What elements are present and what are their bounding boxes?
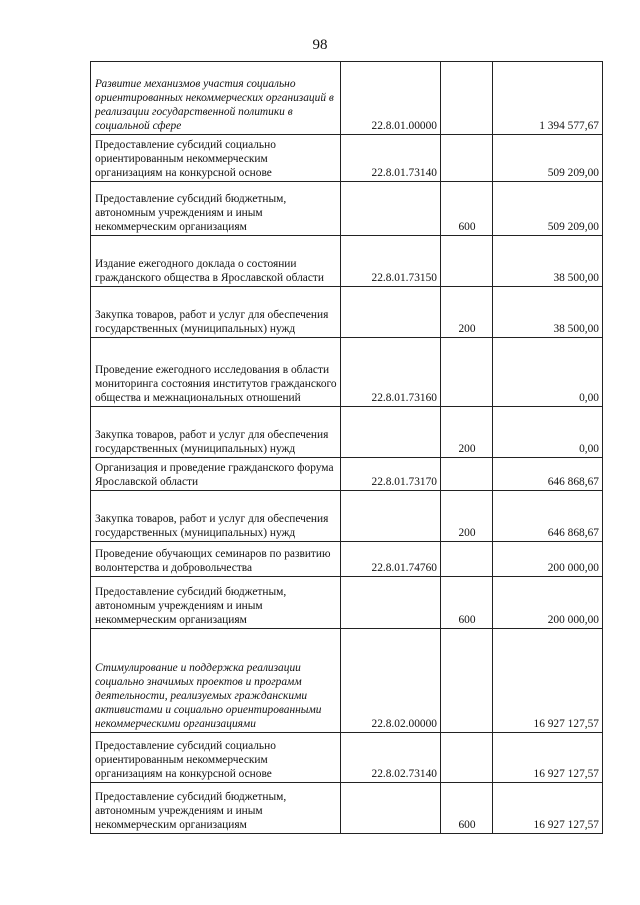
table-row xyxy=(91,62,603,135)
table-row xyxy=(91,733,603,783)
row-sum: 16 927 127,57 xyxy=(493,783,603,834)
row-name: Предоставление субсидий социально ориентированным некоммерческим организациям на конкурсной основе xyxy=(91,733,341,783)
row-expense-type xyxy=(441,629,493,733)
row-sum: 200 000,00 xyxy=(493,577,603,629)
row-code xyxy=(341,577,441,629)
row-code: 22.8.01.00000 xyxy=(341,62,441,135)
budget-table-body xyxy=(91,62,603,834)
table-row xyxy=(91,577,603,629)
row-expense-type xyxy=(441,338,493,407)
row-name: Закупка товаров, работ и услуг для обеспечения государственных (муниципальных) нужд xyxy=(91,491,341,542)
row-expense-type xyxy=(441,458,493,491)
table-row xyxy=(91,287,603,338)
row-sum: 38 500,00 xyxy=(493,236,603,287)
row-name: Развитие механизмов участия социально ориентированных некоммерческих организаций в реализации государственной политики в социальной сфере xyxy=(91,62,341,135)
row-code xyxy=(341,407,441,458)
row-name: Предоставление субсидий бюджетным, автономным учреждениям и иным некоммерческим организациям xyxy=(91,182,341,236)
row-sum: 646 868,67 xyxy=(493,458,603,491)
row-name: Стимулирование и поддержка реализации социально значимых проектов и программ деятельности, реализуемых гражданскими активистами и социально ориентированными некоммерческими организациями xyxy=(91,629,341,733)
row-sum: 0,00 xyxy=(493,338,603,407)
table-row xyxy=(91,491,603,542)
page-number: 98 xyxy=(312,37,328,53)
row-sum: 16 927 127,57 xyxy=(493,629,603,733)
row-code: 22.8.02.73140 xyxy=(341,733,441,783)
row-code xyxy=(341,491,441,542)
row-code: 22.8.01.73160 xyxy=(341,338,441,407)
row-expense-type xyxy=(441,62,493,135)
row-sum: 509 209,00 xyxy=(493,182,603,236)
table-row xyxy=(91,629,603,733)
row-sum: 16 927 127,57 xyxy=(493,733,603,783)
table-row xyxy=(91,135,603,182)
row-expense-type xyxy=(441,733,493,783)
row-expense-type xyxy=(441,542,493,577)
budget-table xyxy=(90,61,603,834)
row-expense-type: 600 xyxy=(441,577,493,629)
row-expense-type xyxy=(441,135,493,182)
row-sum: 200 000,00 xyxy=(493,542,603,577)
row-name: Предоставление субсидий социально ориентированным некоммерческим организациям на конкурсной основе xyxy=(91,135,341,182)
row-name: Закупка товаров, работ и услуг для обеспечения государственных (муниципальных) нужд xyxy=(91,287,341,338)
table-row xyxy=(91,542,603,577)
row-name: Издание ежегодного доклада о состоянии гражданского общества в Ярославской области xyxy=(91,236,341,287)
row-expense-type: 600 xyxy=(441,182,493,236)
row-sum: 0,00 xyxy=(493,407,603,458)
row-expense-type: 600 xyxy=(441,783,493,834)
row-name: Проведение ежегодного исследования в области мониторинга состояния институтов гражданского общества и межнациональных отношений xyxy=(91,338,341,407)
row-code: 22.8.01.73140 xyxy=(341,135,441,182)
table-row xyxy=(91,783,603,834)
row-code: 22.8.01.74760 xyxy=(341,542,441,577)
row-code xyxy=(341,783,441,834)
row-name: Предоставление субсидий бюджетным, автономным учреждениям и иным некоммерческим организациям xyxy=(91,783,341,834)
row-sum: 646 868,67 xyxy=(493,491,603,542)
row-name: Проведение обучающих семинаров по развитию волонтерства и добровольчества xyxy=(91,542,341,577)
row-code: 22.8.02.00000 xyxy=(341,629,441,733)
table-row xyxy=(91,182,603,236)
row-name: Предоставление субсидий бюджетным, автономным учреждениям и иным некоммерческим организациям xyxy=(91,577,341,629)
table-row xyxy=(91,458,603,491)
row-sum: 38 500,00 xyxy=(493,287,603,338)
row-sum: 1 394 577,67 xyxy=(493,62,603,135)
row-code: 22.8.01.73150 xyxy=(341,236,441,287)
table-row xyxy=(91,338,603,407)
table-row xyxy=(91,407,603,458)
row-code xyxy=(341,182,441,236)
row-expense-type: 200 xyxy=(441,287,493,338)
row-name: Закупка товаров, работ и услуг для обеспечения государственных (муниципальных) нужд xyxy=(91,407,341,458)
row-expense-type: 200 xyxy=(441,407,493,458)
table-row xyxy=(91,236,603,287)
row-name: Организация и проведение гражданского форума Ярославской области xyxy=(91,458,341,491)
row-expense-type xyxy=(441,236,493,287)
row-expense-type: 200 xyxy=(441,491,493,542)
row-code: 22.8.01.73170 xyxy=(341,458,441,491)
row-code xyxy=(341,287,441,338)
row-sum: 509 209,00 xyxy=(493,135,603,182)
